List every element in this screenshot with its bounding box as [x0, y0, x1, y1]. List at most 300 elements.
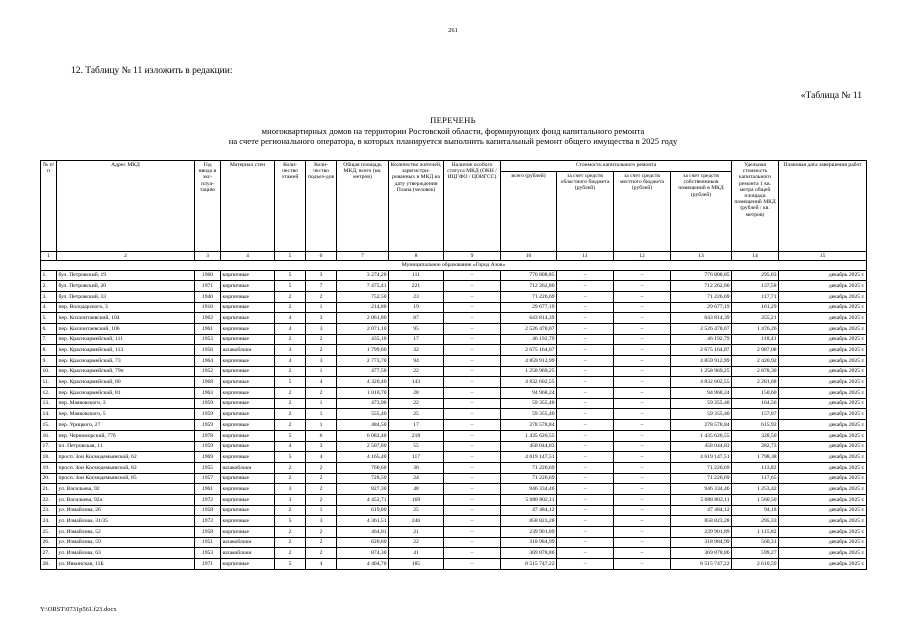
cell-special-status: –: [444, 302, 501, 313]
cell-floors: 4: [275, 356, 306, 367]
table-row: [41, 323, 867, 334]
cell-deadline: декабрь 2025 г.: [779, 291, 867, 302]
cell-cost-local: –: [614, 323, 671, 334]
cell-unit-cost: 2 878,30: [732, 366, 779, 377]
cell-row-number: 4.: [41, 302, 57, 313]
cell-cost-total: 59 355,40: [501, 409, 557, 420]
table-row: [41, 462, 867, 473]
cell-special-status: –: [444, 441, 501, 452]
cell-unit-cost: 2 426,92: [732, 356, 779, 367]
cell-wall-material: кирпичные: [221, 388, 275, 399]
cell-deadline: декабрь 2025 г.: [779, 398, 867, 409]
cell-floors: 2: [275, 537, 306, 548]
cell-entrances: 2: [306, 462, 337, 473]
table-row: [41, 484, 867, 495]
cell-total-area: 874,30: [337, 548, 389, 559]
cell-total-area: 4 320,40: [337, 377, 389, 388]
cell-entrances: 1: [306, 409, 337, 420]
cell-cost-regional: –: [557, 420, 614, 431]
cell-special-status: –: [444, 377, 501, 388]
table-row: [41, 366, 867, 377]
cell-special-status: –: [444, 548, 501, 559]
cell-year-built: 1963: [195, 388, 221, 399]
cell-total-area: 477,50: [337, 366, 389, 377]
table-row: [41, 398, 867, 409]
cell-cost-local: –: [614, 537, 671, 548]
cell-entrances: 3: [306, 356, 337, 367]
cell-wall-material: кирпичные: [221, 505, 275, 516]
cell-residents: 143: [389, 377, 444, 388]
cell-cost-total: 2 526 478,07: [501, 323, 557, 334]
cell-cost-total: 8 515 747,22: [501, 559, 557, 570]
table-row: [41, 452, 867, 463]
cell-special-status: –: [444, 313, 501, 324]
cell-year-built: 1910: [195, 302, 221, 313]
cell-row-number: 10.: [41, 366, 57, 377]
cell-unit-cost: 113,82: [732, 462, 779, 473]
cell-unit-cost: 150,60: [732, 388, 779, 399]
cell-year-built: 1956: [195, 345, 221, 356]
cell-residents: 22: [389, 366, 444, 377]
table-row: [41, 430, 867, 441]
cell-floors: 2: [275, 505, 306, 516]
cell-cost-local: –: [614, 270, 671, 281]
table-row: [41, 441, 867, 452]
column-number-cell: 12: [614, 252, 671, 261]
cell-year-built: 1959: [195, 409, 221, 420]
cell-cost-local: –: [614, 313, 671, 324]
cell-cost-owners: 71 226,69: [671, 473, 732, 484]
table-row: [41, 505, 867, 516]
cell-year-built: 1953: [195, 334, 221, 345]
cell-deadline: декабрь 2025 г.: [779, 334, 867, 345]
title-line-2: на счете регионального оператора, в которых планируется выполнить капитальный ремонт общего имущества в 2025 году: [228, 136, 678, 146]
cell-cost-owners: 8 515 747,22: [671, 559, 732, 570]
column-number-cell: 3: [195, 252, 221, 261]
cell-cost-total: 318 984,99: [501, 537, 557, 548]
cell-address: ул. Измайлова, 63: [57, 548, 195, 559]
cell-cost-owners: 4 832 602,55: [671, 377, 732, 388]
header-entrances: Коли-чество подъез-дов: [306, 161, 337, 252]
page-number: 261: [448, 27, 458, 34]
header-cost-group: Стоимость капитального ремонта: [501, 161, 732, 172]
cell-unit-cost: 295,33: [732, 516, 779, 527]
cell-deadline: декабрь 2025 г.: [779, 420, 867, 431]
cell-cost-regional: –: [557, 559, 614, 570]
cell-unit-cost: 94,18: [732, 505, 779, 516]
header-deadline: Плановая дата завершения работ: [779, 161, 867, 252]
cell-row-number: 28.: [41, 559, 57, 570]
cell-unit-cost: 161,29: [732, 302, 779, 313]
cell-residents: 111: [389, 270, 444, 281]
cell-total-area: 760,60: [337, 462, 389, 473]
cell-cost-local: –: [614, 494, 671, 505]
cell-unit-cost: 117,71: [732, 291, 779, 302]
cell-cost-total: 4 619 147,51: [501, 452, 557, 463]
column-number-cell: 13: [671, 252, 732, 261]
title-heading: ПЕРЕЧЕНЬ: [430, 115, 476, 125]
table-row: [41, 334, 867, 345]
cell-deadline: декабрь 2025 г.: [779, 462, 867, 473]
cell-deadline: декабрь 2025 г.: [779, 430, 867, 441]
cell-cost-regional: –: [557, 377, 614, 388]
cell-floors: 3: [275, 484, 306, 495]
cell-year-built: 1971: [195, 281, 221, 292]
cell-entrances: 3: [306, 441, 337, 452]
cell-entrances: 2: [306, 494, 337, 505]
cell-cost-local: –: [614, 473, 671, 484]
cell-floors: 2: [275, 527, 306, 538]
cell-cost-local: –: [614, 345, 671, 356]
cell-wall-material: кирпичные: [221, 377, 275, 388]
instruction-text: 12. Таблицу № 11 изложить в редакции:: [71, 66, 233, 76]
cell-cost-regional: –: [557, 441, 614, 452]
table-row: [41, 313, 867, 324]
cell-unit-cost: 2 087,08: [732, 345, 779, 356]
cell-cost-total: 278 578,84: [501, 420, 557, 431]
cell-wall-material: кирпичные: [221, 430, 275, 441]
cell-wall-material: шлакоблоки: [221, 462, 275, 473]
cell-cost-total: 47 484,12: [501, 505, 557, 516]
cell-wall-material: шлакоблоки: [221, 345, 275, 356]
cell-cost-total: 46 192,79: [501, 334, 557, 345]
cell-cost-owners: 46 192,79: [671, 334, 732, 345]
cell-special-status: –: [444, 345, 501, 356]
cell-cost-local: –: [614, 291, 671, 302]
cell-floors: 4: [275, 313, 306, 324]
column-number-cell: 10: [501, 252, 557, 261]
cell-residents: 17: [389, 334, 444, 345]
cell-floors: 5: [275, 559, 306, 570]
cell-year-built: 1962: [195, 313, 221, 324]
cell-special-status: –: [444, 420, 501, 431]
cell-total-area: 3 274,20: [337, 270, 389, 281]
cell-wall-material: кирпичные: [221, 452, 275, 463]
cell-cost-total: 643 814,39: [501, 313, 557, 324]
cell-cost-owners: 2 526 478,07: [671, 323, 732, 334]
cell-deadline: декабрь 2025 г.: [779, 377, 867, 388]
cell-cost-local: –: [614, 388, 671, 399]
title-line-1: многоквартирных домов на территории Ростовской области, формирующих фонд капитального ремонта: [261, 125, 645, 136]
cell-residents: 21: [389, 527, 444, 538]
cell-address: пер. Красноармейский, 73: [57, 356, 195, 367]
cell-total-area: 6 082,40: [337, 430, 389, 441]
cell-special-status: –: [444, 452, 501, 463]
cell-residents: 22: [389, 537, 444, 548]
cell-address: ул. Измайлова, 52: [57, 527, 195, 538]
cell-total-area: 2 071,10: [337, 323, 389, 334]
cell-cost-local: –: [614, 377, 671, 388]
cell-cost-local: –: [614, 527, 671, 538]
cell-entrances: 1: [306, 366, 337, 377]
cell-cost-local: –: [614, 559, 671, 570]
cell-special-status: –: [444, 559, 501, 570]
cell-total-area: 827,30: [337, 484, 389, 495]
header-cost-owners: за счет средств собственников помещений в МКД (рублей): [671, 172, 732, 252]
cell-deadline: декабрь 2025 г.: [779, 516, 867, 527]
cell-wall-material: кирпичные: [221, 302, 275, 313]
cell-special-status: –: [444, 366, 501, 377]
cell-cost-local: –: [614, 516, 671, 527]
cell-cost-regional: –: [557, 388, 614, 399]
cell-address: пер. Володарского, 3: [57, 302, 195, 313]
cell-unit-cost: 2 281,68: [732, 377, 779, 388]
cell-cost-regional: –: [557, 473, 614, 484]
cell-cost-owners: 29 677,19: [671, 302, 732, 313]
cell-address: ул. Васильева, 92: [57, 484, 195, 495]
cell-row-number: 9.: [41, 356, 57, 367]
cell-cost-owners: 776 808,85: [671, 270, 732, 281]
cell-entrances: 3: [306, 313, 337, 324]
cell-year-built: 1961: [195, 484, 221, 495]
cell-cost-local: –: [614, 420, 671, 431]
cell-address: пер. Коллонтаевский, 106: [57, 323, 195, 334]
table-row: [41, 302, 867, 313]
cell-cost-regional: –: [557, 398, 614, 409]
cell-cost-total: 369 878,86: [501, 548, 557, 559]
cell-residents: 185: [389, 559, 444, 570]
cell-address: пер. Коллонтаевский, 104: [57, 313, 195, 324]
cell-entrances: 2: [306, 537, 337, 548]
cell-deadline: декабрь 2025 г.: [779, 356, 867, 367]
cell-deadline: декабрь 2025 г.: [779, 537, 867, 548]
cell-cost-local: –: [614, 505, 671, 516]
cell-cost-total: 946 334,46: [501, 484, 557, 495]
header-num: № п/п: [41, 161, 57, 252]
cell-wall-material: кирпичные: [221, 313, 275, 324]
cell-row-number: 7.: [41, 334, 57, 345]
cell-special-status: –: [444, 462, 501, 473]
buildings-table: [40, 160, 867, 570]
cell-cost-owners: 71 226,69: [671, 291, 732, 302]
cell-total-area: 4 361,51: [337, 516, 389, 527]
document-title: [0, 115, 906, 147]
cell-cost-regional: –: [557, 281, 614, 292]
cell-wall-material: кирпичные: [221, 420, 275, 431]
cell-cost-owners: 946 334,46: [671, 484, 732, 495]
cell-deadline: декабрь 2025 г.: [779, 302, 867, 313]
cell-cost-local: –: [614, 366, 671, 377]
cell-residents: 87: [389, 313, 444, 324]
cell-entrances: 2: [306, 334, 337, 345]
cell-special-status: –: [444, 291, 501, 302]
cell-wall-material: кирпичные: [221, 473, 275, 484]
cell-cost-local: –: [614, 334, 671, 345]
column-number-cell: 8: [389, 252, 444, 261]
cell-special-status: –: [444, 516, 501, 527]
cell-cost-owners: 47 484,12: [671, 505, 732, 516]
cell-total-area: 4 404,70: [337, 559, 389, 570]
table-row: [41, 516, 867, 527]
cell-unit-cost: 117,65: [732, 473, 779, 484]
cell-row-number: 17.: [41, 441, 57, 452]
cell-cost-local: –: [614, 356, 671, 367]
cell-cost-regional: –: [557, 409, 614, 420]
cell-cost-owners: 278 578,84: [671, 420, 732, 431]
table-row: [41, 356, 867, 367]
cell-entrances: 4: [306, 377, 337, 388]
cell-special-status: –: [444, 537, 501, 548]
cell-floors: 3: [275, 345, 306, 356]
cell-total-area: 484,50: [337, 420, 389, 431]
cell-cost-owners: 712 262,80: [671, 281, 732, 292]
cell-row-number: 23.: [41, 505, 57, 516]
column-number-cell: 1: [41, 252, 57, 261]
column-number-cell: 14: [732, 252, 779, 261]
cell-wall-material: шлакоблоки: [221, 537, 275, 548]
cell-cost-regional: –: [557, 356, 614, 367]
cell-row-number: 11.: [41, 377, 57, 388]
cell-unit-cost: 118,41: [732, 334, 779, 345]
cell-total-area: 214,80: [337, 302, 389, 313]
cell-total-area: 728,50: [337, 473, 389, 484]
cell-deadline: декабрь 2025 г.: [779, 366, 867, 377]
cell-floors: 2: [275, 388, 306, 399]
cell-cost-total: 712 262,80: [501, 281, 557, 292]
cell-year-built: 1964: [195, 356, 221, 367]
cell-year-built: 1958: [195, 527, 221, 538]
cell-total-area: 7 475,41: [337, 281, 389, 292]
cell-wall-material: кирпичные: [221, 484, 275, 495]
column-number-cell: 5: [275, 252, 306, 261]
cell-cost-local: –: [614, 441, 671, 452]
cell-cost-regional: –: [557, 452, 614, 463]
cell-cost-total: 858 823,28: [501, 516, 557, 527]
cell-cost-local: –: [614, 398, 671, 409]
cell-address: пер. Маяковского, 3: [57, 398, 195, 409]
cell-cost-regional: –: [557, 505, 614, 516]
cell-row-number: 25.: [41, 527, 57, 538]
cell-floors: 2: [275, 291, 306, 302]
cell-row-number: 19.: [41, 462, 57, 473]
column-number-cell: 7: [337, 252, 389, 261]
cell-wall-material: кирпичные: [221, 270, 275, 281]
cell-address: бул. Петровский, 33: [57, 291, 195, 302]
cell-special-status: –: [444, 484, 501, 495]
cell-residents: 17: [389, 420, 444, 431]
cell-cost-total: 71 226,69: [501, 473, 557, 484]
cell-residents: 19: [389, 302, 444, 313]
cell-wall-material: кирпичные: [221, 409, 275, 420]
cell-cost-owners: 4 859 912,99: [671, 356, 732, 367]
cell-cost-total: 29 677,19: [501, 302, 557, 313]
cell-address: бул. Петровский, 20: [57, 281, 195, 292]
cell-entrances: 3: [306, 516, 337, 527]
cell-total-area: 555,40: [337, 409, 389, 420]
cell-row-number: 1.: [41, 270, 57, 281]
cell-row-number: 18.: [41, 452, 57, 463]
cell-cost-regional: –: [557, 537, 614, 548]
cell-special-status: –: [444, 356, 501, 367]
cell-special-status: –: [444, 270, 501, 281]
cell-floors: 2: [275, 409, 306, 420]
cell-total-area: 752,50: [337, 291, 389, 302]
cell-year-built: 1972: [195, 494, 221, 505]
cell-cost-owners: 5 088 802,11: [671, 494, 732, 505]
cell-cost-total: 94 968,24: [501, 388, 557, 399]
cell-year-built: 1968: [195, 377, 221, 388]
cell-row-number: 14.: [41, 409, 57, 420]
cell-residents: 55: [389, 441, 444, 452]
header-material: Материал стен: [221, 161, 275, 252]
cell-entrances: 3: [306, 270, 337, 281]
cell-unit-cost: 560,31: [732, 537, 779, 548]
cell-cost-regional: –: [557, 516, 614, 527]
cell-deadline: декабрь 2025 г.: [779, 388, 867, 399]
cell-deadline: декабрь 2025 г.: [779, 505, 867, 516]
cell-special-status: –: [444, 409, 501, 420]
cell-special-status: –: [444, 323, 501, 334]
header-area: Общая площадь МКД, всего (кв. метров): [337, 161, 389, 252]
cell-floors: 5: [275, 452, 306, 463]
cell-floors: 5: [275, 281, 306, 292]
cell-address: ул. Ивкинская, 11Б: [57, 559, 195, 570]
cell-floors: 4: [275, 441, 306, 452]
header-unit-cost: Удельная стоимость капитального ремонта 1 кв. метра общей площади помещений МКД (рублей / кв. метров): [732, 161, 779, 252]
cell-unit-cost: 282,73: [732, 441, 779, 452]
cell-year-built: 1959: [195, 420, 221, 431]
cell-cost-total: 776 808,85: [501, 270, 557, 281]
cell-cost-regional: –: [557, 291, 614, 302]
table-body: [41, 270, 867, 569]
cell-address: пер. Красноармейский, 113: [57, 345, 195, 356]
table-row: [41, 377, 867, 388]
header-status: Наличие особого статуса МКД (ОКН / ИЦГФО / ЦОИГСС): [444, 161, 501, 252]
cell-wall-material: кирпичные: [221, 516, 275, 527]
cell-entrances: 2: [306, 388, 337, 399]
cell-address: пер. Красноармейский, 80: [57, 377, 195, 388]
cell-row-number: 5.: [41, 313, 57, 324]
cell-deadline: декабрь 2025 г.: [779, 270, 867, 281]
cell-address: просп. Зои Космодемьянской, 62: [57, 452, 195, 463]
cell-year-built: 1953: [195, 548, 221, 559]
cell-year-built: 1972: [195, 516, 221, 527]
cell-special-status: –: [444, 281, 501, 292]
cell-cost-local: –: [614, 452, 671, 463]
header-cost-regional: за счет средств областного бюджета (рублей): [557, 172, 614, 252]
cell-cost-total: 59 355,40: [501, 398, 557, 409]
cell-entrances: 4: [306, 452, 337, 463]
cell-wall-material: кирпичные: [221, 398, 275, 409]
cell-cost-regional: –: [557, 548, 614, 559]
cell-address: ул. Васильева, 92а: [57, 494, 195, 505]
cell-year-built: 1955: [195, 462, 221, 473]
cell-floors: 2: [275, 334, 306, 345]
cell-special-status: –: [444, 527, 501, 538]
cell-cost-local: –: [614, 462, 671, 473]
cell-cost-total: 1 258 969,25: [501, 366, 557, 377]
cell-total-area: 2 773,70: [337, 356, 389, 367]
cell-cost-total: 71 226,69: [501, 462, 557, 473]
cell-special-status: –: [444, 388, 501, 399]
cell-total-area: 473,90: [337, 398, 389, 409]
cell-deadline: декабрь 2025 г.: [779, 409, 867, 420]
cell-deadline: декабрь 2025 г.: [779, 323, 867, 334]
cell-total-area: 464,01: [337, 527, 389, 538]
cell-year-built: 1961: [195, 323, 221, 334]
cell-cost-owners: 4 619 147,51: [671, 452, 732, 463]
cell-floors: 4: [275, 323, 306, 334]
cell-unit-cost: 1 476,26: [732, 323, 779, 334]
cell-cost-regional: –: [557, 462, 614, 473]
cell-cost-local: –: [614, 548, 671, 559]
cell-special-status: –: [444, 430, 501, 441]
cell-year-built: 1978: [195, 430, 221, 441]
cell-unit-cost: 355,21: [732, 313, 779, 324]
cell-entrances: 7: [306, 281, 337, 292]
cell-row-number: 12.: [41, 388, 57, 399]
cell-cost-owners: 2 675 164,07: [671, 345, 732, 356]
